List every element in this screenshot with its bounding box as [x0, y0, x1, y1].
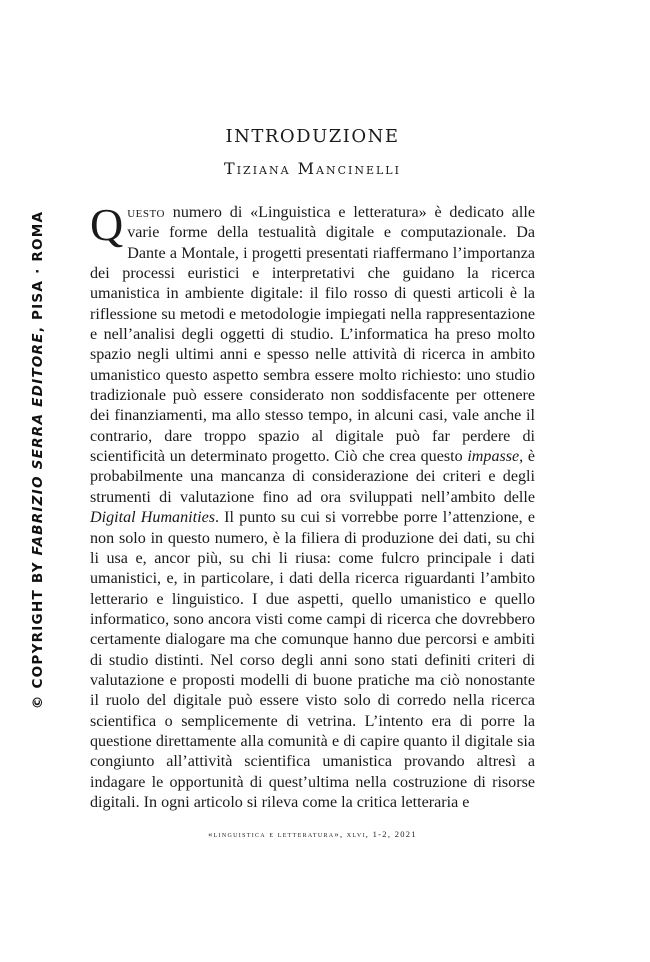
body-italic-impasse: impasse — [467, 448, 520, 466]
publisher-location: , PISA · ROMA — [30, 210, 46, 333]
body-text-1: numero di «Linguistica e letteratura» è dedicato alle varie forme della testualità digitale e computazionale. Da Dante a Montale, i progetti presentati riaffermano l’importanza dei processi euristici e interpretativi che guidano la ricerca umanistica in ambiente digitale: il filo rosso di questi articoli è la riflessione su metodi e metodologie impiegati nella rappresentazione e nell’analisi degli oggetti di studio. L’informatica ha preso molto spazio negli ultimi anni e spesso nelle attività di ricerca in ambito umanistico questo aspetto sembra essere molto richiesto: uno studio tradizionale può essere considerato non soddisfacente per ottenere dei finanziamenti, ma allo stesso tempo, in alcuni casi, vale anche il contrario, dare troppo spazio al digitale può far perdere di scientificità un determinato progetto. Ciò che crea questo — [90, 204, 535, 466]
drop-cap: Q — [90, 199, 124, 250]
lead-smallcaps: uesto — [127, 204, 165, 221]
footer-volume: , xlvi, 1-2, 2021 — [339, 829, 417, 839]
copyright-notice — [30, 211, 46, 710]
page-title: INTRODUZIONE — [225, 126, 400, 147]
body-text-3: . Il punto su cui si vorrebbe porre l’attenzione, e non solo in questo numero, è la filiera di produzione dei dati, su chi li usa e, ancor più, su chi li riusa: come fulcro principale i dati umanistici, e, in particolare, i dati della ricerca riguardanti l’ambito letterario e linguistico. I due aspetti, quello umanistico e quello informatico, sono ancora visti come campi di ricerca che dovrebbero certamente dialogare ma che comunque hanno due percorsi e ambiti di studio distinti. Nel corso degli anni sono stati definiti criteri di valutazione e proposti modelli di buone pratiche ma ciò nonostante il ruolo del digitale può essere visto solo di corredo nella ricerca scientifica o semplicemente di vetrina. L’intento era di porre la questione direttamente alla comunità e di capire quanto il digitale sia congiunto all’attività scientifica umanistica provando altresì a indagare le opportunità di quest’ultima nella costruzione di risorse digitali. In ogni articolo si rileva come la critica letteraria e — [90, 509, 535, 811]
copyright-prefix: © COPYRIGHT BY — [30, 555, 46, 710]
page-footer — [90, 829, 535, 839]
body-text-2: , è probabilmente una mancanza di considerazione dei criteri e degli strumenti di valutazione fino ad ora sviluppati nell’ambito delle — [90, 448, 535, 506]
author-name: Tiziana Mancinelli — [224, 159, 401, 178]
body-italic-digital-humanities: Digital Humanities — [90, 509, 215, 527]
publisher-name: FABRIZIO SERRA EDITORE — [30, 332, 46, 556]
body-paragraph — [90, 199, 535, 813]
footer-journal: «linguistica e letteratura» — [208, 829, 340, 839]
